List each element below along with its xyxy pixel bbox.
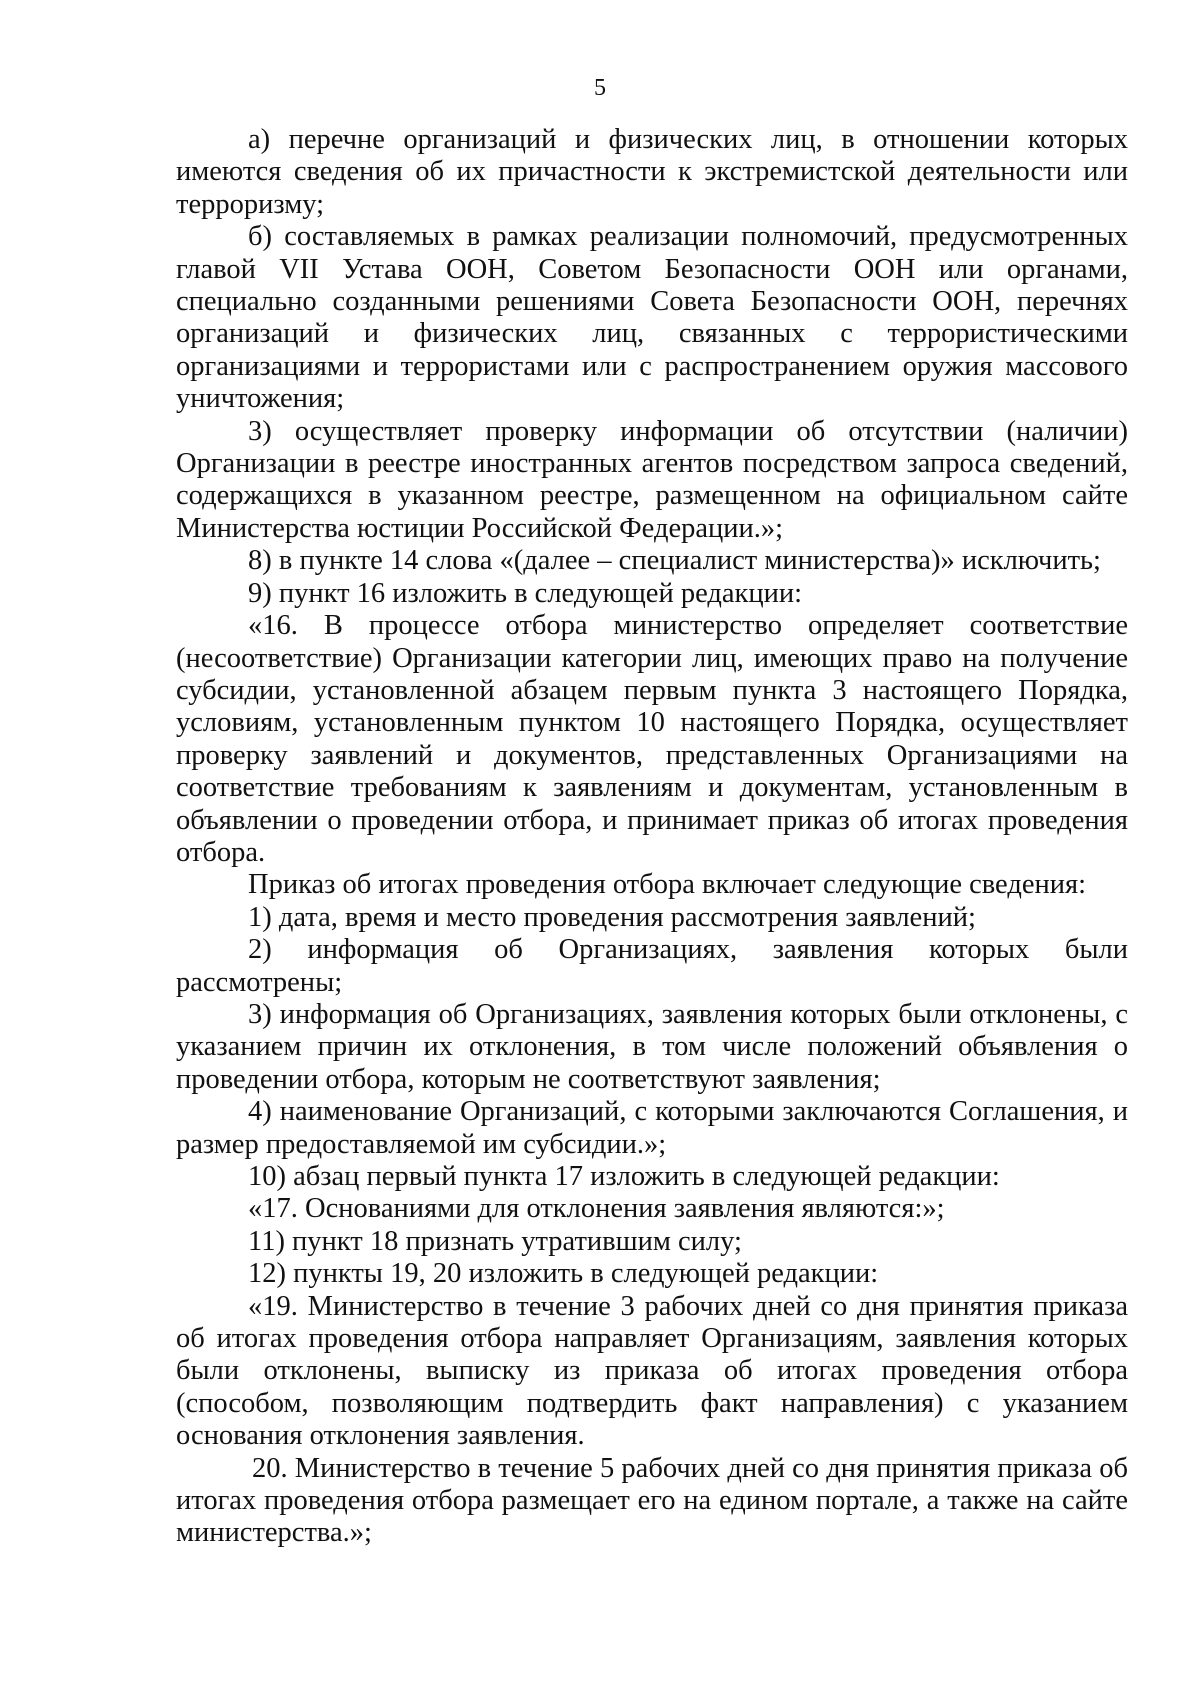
paragraph-clause-20: 20. Министерство в течение 5 рабочих дней со дня принятия приказа об итогах проведения отбора размещает его на едином портале, а также на сайте министерства.»; (176, 1452, 1128, 1549)
paragraph-order-item-2: 2) информация об Организациях, заявления которых были рассмотрены; (176, 934, 1128, 998)
paragraph-order-item-3: 3) информация об Организациях, заявления которых были отклонены, с указанием причин их отклонения, в том числе положений объявления о проведении отбора, которым не соответствуют заявления; (176, 998, 1128, 1095)
paragraph-list-item-b: б) составляемых в рамках реализации полномочий, предусмотренных главой VII Устава ООН, Советом Безопасности ООН или органами, специально созданными решениями Совета Безопасности ООН, перечнях организаций и физических лиц, связанных с террористическими организациями и террористами или с распространением оружия массового уничтожения; (176, 221, 1128, 415)
document-body (176, 124, 1128, 1550)
paragraph-order-item-4: 4) наименование Организаций, с которыми заключаются Соглашения, и размер предоставляемой им субсидии.»; (176, 1096, 1128, 1160)
paragraph-amendment-10: 10) абзац первый пункта 17 изложить в следующей редакции: (248, 1161, 1000, 1192)
paragraph-item-3: 3) осуществляет проверку информации об отсутствии (наличии) Организации в реестре иностранных агентов посредством запроса сведений, содержащихся в указанном реестре, размещенном на официальном сайте Министерства юстиции Российской Федерации.»; (176, 415, 1128, 544)
paragraph-amendment-12: 12) пункты 19, 20 изложить в следующей редакции: (248, 1258, 879, 1290)
paragraph-amendment-9: 9) пункт 16 изложить в следующей редакции: (248, 577, 803, 609)
paragraph-clause-19: «19. Министерство в течение 3 рабочих дней со дня принятия приказа об итогах проведения отбора направляет Организациям, заявления которых были отклонены, выписку из приказа об итогах проведения отбора (способом, позволяющим подтвердить факт направления) с указанием основания отклонения заявления. (176, 1290, 1128, 1452)
paragraph-order-item-1: 1) дата, время и место проведения рассмотрения заявлений; (248, 901, 976, 933)
paragraph-clause-16: «16. В процессе отбора министерство определяет соответствие (несоответствие) Организации категории лиц, имеющих право на получение субсидии, установленной абзацем первым пункта 3 настоящего Порядка, условиям, установленным пунктом 10 настоящего Порядка, осуществляет проверку заявлений и документов, представленных Организациями на соответствие требованиям к заявлениям и документам, установленным в объявлении о проведении отбора, и принимает приказ об итогах проведения отбора. (176, 610, 1128, 868)
paragraph-order-contents: Приказ об итогах проведения отбора включает следующие сведения: (248, 869, 1087, 901)
page-number: 5 (594, 75, 606, 101)
paragraph-amendment-11: 11) пункт 18 признать утратившим силу; (248, 1225, 742, 1257)
paragraph-amendment-8: 8) в пункте 14 слова «(далее – специалист министерства)» исключить; (248, 545, 1101, 577)
paragraph-clause-17: «17. Основаниями для отклонения заявления являются:»; (248, 1193, 945, 1225)
paragraph-list-item-a: а) перечне организаций и физических лиц, в отношении которых имеются сведения об их причастности к экстремистской деятельности или терроризму; (176, 124, 1128, 220)
